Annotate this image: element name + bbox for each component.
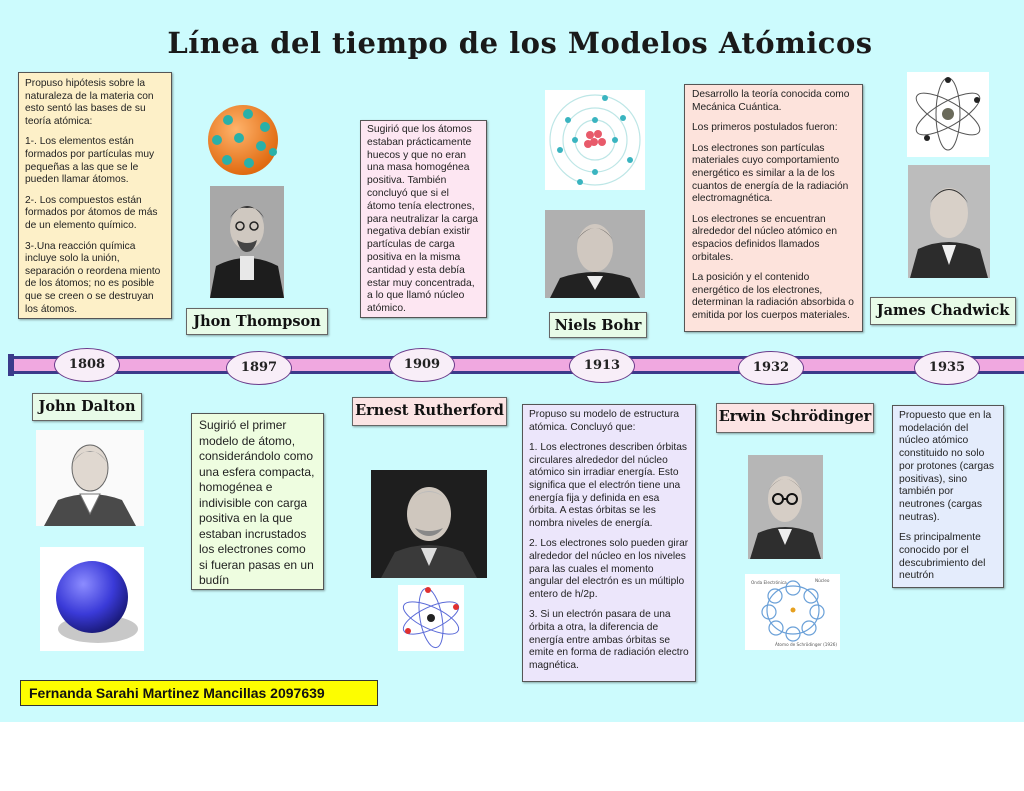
dalton-paragraph: 2-. Los compuestos están formados por átomos de más de un elemento químico. (25, 194, 158, 231)
chadwick-description (892, 405, 1004, 588)
timeline-bar (10, 356, 1024, 374)
schrodinger-paragraph: Desarrollo la teoría conocida como Mecánica Cuántica. (692, 89, 850, 113)
dalton-sphere-image (40, 547, 144, 651)
thompson-description (191, 413, 324, 590)
chadwick-atom-image (907, 72, 989, 157)
scientist-name-dalton: John Dalton (32, 393, 142, 421)
year-1897: 1897 (226, 351, 292, 385)
plum-pudding-model-image (203, 100, 283, 180)
scientist-name-rutherford: Ernest Rutherford (352, 397, 507, 426)
diagram-label: Núcleo (815, 578, 830, 583)
bohr-portrait (545, 210, 645, 298)
schrodinger-paragraph: Los primeros postulados fueron: (692, 122, 838, 134)
chadwick-portrait (908, 165, 990, 278)
diagram-label: Onda Electrónica (751, 580, 787, 585)
year-1909: 1909 (389, 348, 455, 382)
thompson-paragraph: Sugirió el primer modelo de átomo, considerándolo como una esfera compacta, homogénea e indivisible con carga positiva en la que estaban incrustados los electrones como si fueran pasas en un budín (199, 418, 315, 587)
schrodinger-portrait (748, 455, 823, 559)
schrodinger-paragraph: La posición y el contenido energético de los electrones, determinan la radiación absorbida o emitida por los cuerpos materiales. (692, 272, 854, 321)
bohr-description (522, 404, 696, 682)
bohr-paragraph: 1. Los electrones describen órbitas circulares alrededor del núcleo atómico sin irradiar energía. Esto significa que el electrón tiene una energía fija y definida en esa órbita. A estas órbitas se les nombra niveles de energía. (529, 442, 687, 529)
page-title: Línea del tiempo de los Modelos Atómicos (167, 26, 873, 60)
schrodinger-paragraph: Los electrones son partículas materiales cuyo comportamiento energético es similar a la de los cuantos de energía de la radiación electromagnética. (692, 142, 849, 205)
dalton-description (18, 72, 172, 319)
bohr-paragraph: Propuso su modelo de estructura atómica. Concluyó que: (529, 409, 680, 433)
author-footer: Fernanda Sarahi Martinez Mancillas 2097639 (20, 680, 378, 706)
dalton-paragraph: 3-.Una reacción química incluye solo la unión, separación o reordena miento de los átomos; no es posible que se creen o se destruyan los átomos. (25, 240, 161, 315)
bohr-paragraph: 2. Los electrones solo pueden girar alrededor del núcleo en los niveles para las cuales el momento angular del electrón es un múltiplo entero de h/2p. (529, 538, 689, 600)
timeline-start-cap (8, 354, 14, 376)
dalton-paragraph: Propuso hipótesis sobre la naturaleza de la materia con esto sentó las bases de su teoría atómica: (25, 78, 154, 127)
bohr-atom-model-image (545, 90, 645, 190)
diagram-label: Átomo de Schrödinger (1926) (775, 642, 838, 647)
dalton-paragraph: 1-. Los elementos están formados por partículas muy pequeñas a las que se le pueden llamar átomos. (25, 136, 155, 186)
rutherford-atom-image (398, 585, 464, 651)
scientist-name-schrodinger: Erwin Schrödinger (716, 403, 874, 433)
schrodinger-description (684, 84, 863, 332)
schrodinger-atom-diagram (745, 574, 840, 650)
bohr-paragraph: 3. Si un electrón pasara de una órbita a otra, la diferencia de energía entre ambas órbitas se emite en forma de radiación electro magnética. (529, 609, 689, 671)
dalton-portrait (36, 430, 144, 526)
year-1935: 1935 (914, 351, 980, 385)
chadwick-paragraph: Propuesto que en la modelación del núcleo atómico constituido no solo por protones (cargas positivas), sino también por neutrones (cargas neutras). (899, 410, 995, 523)
thompson-portrait (210, 186, 284, 298)
scientist-name-chadwick: James Chadwick (870, 297, 1016, 325)
year-1932: 1932 (738, 351, 804, 385)
scientist-name-bohr: Niels Bohr (549, 312, 647, 338)
year-1913: 1913 (569, 349, 635, 383)
year-1808: 1808 (54, 348, 120, 382)
rutherford-portrait (371, 470, 487, 578)
chadwick-paragraph: Es principalmente conocido por el descubrimiento del neutrón (899, 532, 986, 582)
scientist-name-thompson: Jhon Thompson (186, 308, 328, 335)
rutherford-paragraph: Sugirió que los átomos estaban prácticamente huecos y que no eran una masa homogénea positiva. También concluyó que si el átomo tenía electrones, para neutralizar la carga negativa debían existir partículas de carga positiva en la misma cantidad y esta debía estar muy concentrada, a lo que llamó núcleo atómico. (367, 124, 479, 315)
schrodinger-paragraph: Los electrones se encuentran alrededor del núcleo atómico en espacios definidos llamados orbitales. (692, 213, 837, 263)
rutherford-description (360, 120, 487, 318)
